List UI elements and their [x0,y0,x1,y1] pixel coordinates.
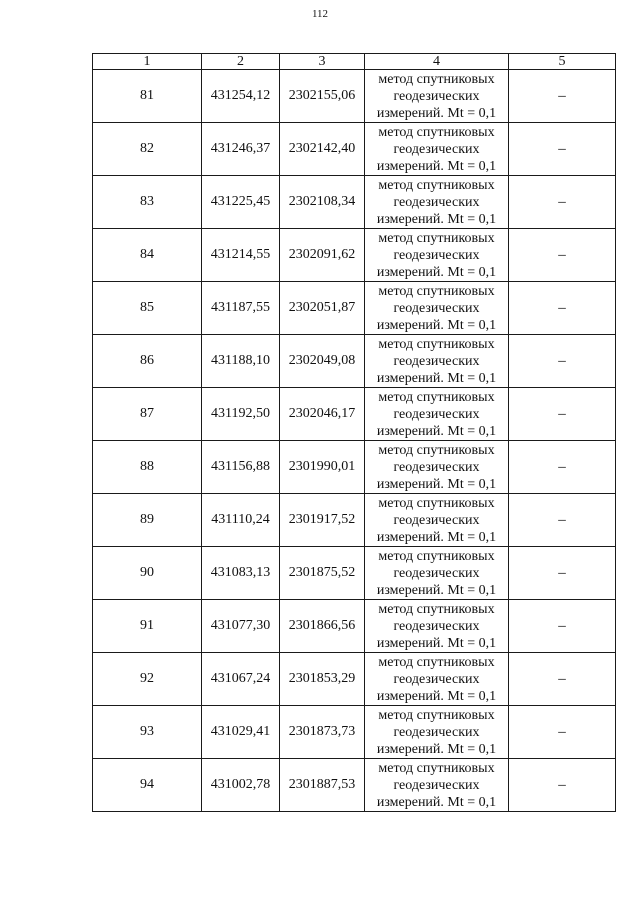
method-text-line: геодезических [393,777,480,793]
method-text-line: метод спутниковых [378,654,495,670]
y-coordinate-cell: 2301853,29 [280,653,365,706]
method-text-line: метод спутниковых [378,548,495,564]
table-row [93,494,616,547]
x-coordinate-cell: 431002,78 [202,759,280,812]
method-text-line: измерений. Mt = 0,1 [376,370,497,386]
note-cell: – [509,706,616,759]
point-number-cell: 86 [93,335,202,388]
table-header-row [93,54,616,70]
table-row [93,335,616,388]
table-row [93,547,616,600]
method-text-line: геодезических [393,141,480,157]
method-cell [365,706,509,759]
table-row [93,653,616,706]
method-text-line: измерений. Mt = 0,1 [376,688,497,704]
y-coordinate-cell: 2301990,01 [280,441,365,494]
y-coordinate-cell: 2302155,06 [280,70,365,123]
method-cell [365,70,509,123]
method-text-line: метод спутниковых [378,495,495,511]
method-text-line: метод спутниковых [378,442,495,458]
method-text-line: геодезических [393,406,480,422]
y-coordinate-cell: 2301873,73 [280,706,365,759]
x-coordinate-cell: 431077,30 [202,600,280,653]
point-number-cell: 92 [93,653,202,706]
method-text-line: измерений. Mt = 0,1 [376,423,497,439]
method-cell [365,547,509,600]
point-number-cell: 91 [93,600,202,653]
method-text-line: измерений. Mt = 0,1 [376,741,497,757]
point-number-cell: 94 [93,759,202,812]
page-number: 112 [311,8,329,20]
method-text-line: измерений. Mt = 0,1 [376,105,497,121]
point-number-cell: 83 [93,176,202,229]
y-coordinate-cell: 2302091,62 [280,229,365,282]
note-cell: – [509,600,616,653]
x-coordinate-cell: 431192,50 [202,388,280,441]
point-number-cell: 93 [93,706,202,759]
table-row [93,441,616,494]
note-cell: – [509,441,616,494]
x-coordinate-cell: 431187,55 [202,282,280,335]
method-text-line: геодезических [393,618,480,634]
method-text-line: метод спутниковых [378,71,495,87]
method-text-line: геодезических [393,194,480,210]
table-body [93,70,616,812]
method-cell [365,388,509,441]
x-coordinate-cell: 431067,24 [202,653,280,706]
method-text-line: метод спутниковых [378,283,495,299]
y-coordinate-cell: 2301917,52 [280,494,365,547]
method-text-line: метод спутниковых [378,707,495,723]
method-cell [365,653,509,706]
y-coordinate-cell: 2301875,52 [280,547,365,600]
x-coordinate-cell: 431110,24 [202,494,280,547]
note-cell: – [509,282,616,335]
x-coordinate-cell: 431029,41 [202,706,280,759]
column-header: 3 [280,54,365,70]
note-cell: – [509,123,616,176]
method-text-line: геодезических [393,724,480,740]
method-text-line: измерений. Mt = 0,1 [376,264,497,280]
note-cell: – [509,388,616,441]
method-text-line: метод спутниковых [378,177,495,193]
note-cell: – [509,653,616,706]
table-row [93,123,616,176]
method-text-line: геодезических [393,565,480,581]
method-cell [365,759,509,812]
column-header: 5 [509,54,616,70]
point-number-cell: 90 [93,547,202,600]
y-coordinate-cell: 2302142,40 [280,123,365,176]
method-text-line: геодезических [393,353,480,369]
note-cell: – [509,547,616,600]
method-cell [365,441,509,494]
x-coordinate-cell: 431246,37 [202,123,280,176]
method-cell [365,600,509,653]
column-header: 2 [202,54,280,70]
x-coordinate-cell: 431188,10 [202,335,280,388]
method-cell [365,282,509,335]
method-text-line: измерений. Mt = 0,1 [376,317,497,333]
method-cell [365,123,509,176]
table-row [93,600,616,653]
method-text-line: метод спутниковых [378,601,495,617]
note-cell: – [509,229,616,282]
method-text-line: метод спутниковых [378,124,495,140]
method-text-line: метод спутниковых [378,336,495,352]
method-cell [365,494,509,547]
point-number-cell: 84 [93,229,202,282]
note-cell: – [509,70,616,123]
y-coordinate-cell: 2301866,56 [280,600,365,653]
point-number-cell: 89 [93,494,202,547]
table-row [93,706,616,759]
point-number-cell: 81 [93,70,202,123]
column-header: 1 [93,54,202,70]
method-text-line: геодезических [393,300,480,316]
y-coordinate-cell: 2302049,08 [280,335,365,388]
column-header: 4 [365,54,509,70]
method-text-line: геодезических [393,512,480,528]
method-text-line: измерений. Mt = 0,1 [376,158,497,174]
table-row [93,388,616,441]
x-coordinate-cell: 431254,12 [202,70,280,123]
method-text-line: метод спутниковых [378,230,495,246]
note-cell: – [509,176,616,229]
table-row [93,759,616,812]
x-coordinate-cell: 431225,45 [202,176,280,229]
note-cell: – [509,335,616,388]
method-text-line: геодезических [393,247,480,263]
coordinates-table [92,53,616,812]
method-text-line: геодезических [393,671,480,687]
table-row [93,176,616,229]
point-number-cell: 88 [93,441,202,494]
method-text-line: геодезических [393,459,480,475]
method-cell [365,335,509,388]
method-text-line: измерений. Mt = 0,1 [376,794,497,810]
x-coordinate-cell: 431083,13 [202,547,280,600]
method-cell [365,229,509,282]
method-cell [365,176,509,229]
y-coordinate-cell: 2301887,53 [280,759,365,812]
y-coordinate-cell: 2302051,87 [280,282,365,335]
table-row [93,229,616,282]
x-coordinate-cell: 431214,55 [202,229,280,282]
y-coordinate-cell: 2302108,34 [280,176,365,229]
table-row [93,70,616,123]
point-number-cell: 87 [93,388,202,441]
point-number-cell: 82 [93,123,202,176]
method-text-line: метод спутниковых [378,389,495,405]
x-coordinate-cell: 431156,88 [202,441,280,494]
method-text-line: измерений. Mt = 0,1 [376,635,497,651]
table-row [93,282,616,335]
method-text-line: измерений. Mt = 0,1 [376,529,497,545]
method-text-line: измерений. Mt = 0,1 [376,211,497,227]
method-text-line: измерений. Mt = 0,1 [376,476,497,492]
note-cell: – [509,759,616,812]
y-coordinate-cell: 2302046,17 [280,388,365,441]
method-text-line: измерений. Mt = 0,1 [376,582,497,598]
method-text-line: метод спутниковых [378,760,495,776]
point-number-cell: 85 [93,282,202,335]
method-text-line: геодезических [393,88,480,104]
note-cell: – [509,494,616,547]
